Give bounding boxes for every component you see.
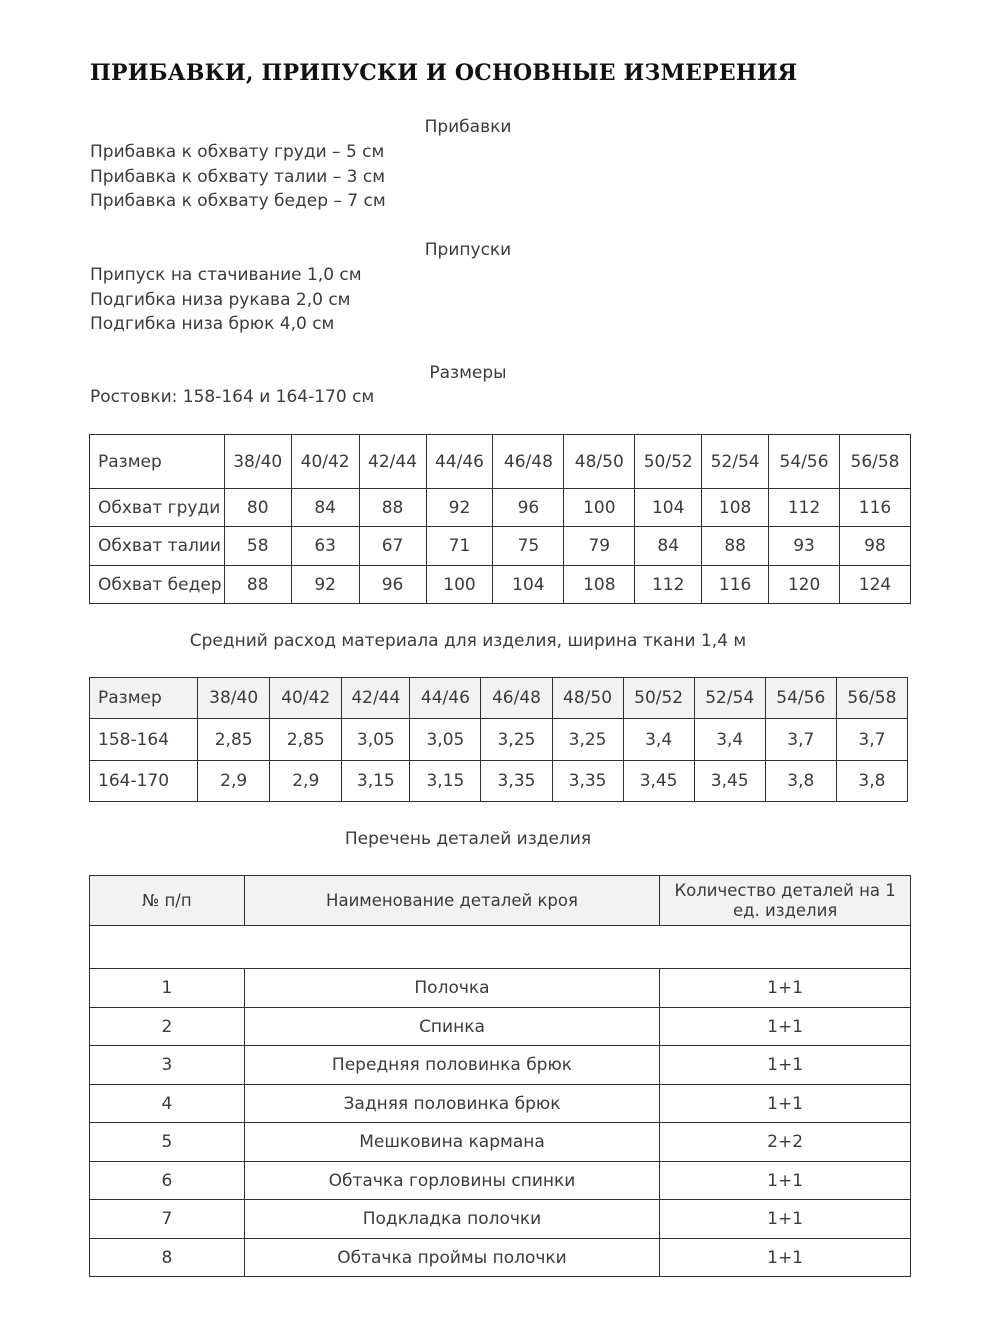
- table-cell: 96: [359, 566, 426, 604]
- row-label: Обхват талии: [90, 527, 225, 566]
- seam-item: Подгибка низа рукава 2,0 см: [90, 289, 351, 310]
- parts-heading: Перечень деталей изделия: [344, 829, 592, 849]
- header-cell: Размер: [90, 678, 198, 719]
- table-row: [90, 527, 911, 566]
- table-cell: 8: [90, 1239, 245, 1277]
- table-cell: 96: [493, 489, 564, 527]
- table-cell: 93: [769, 527, 840, 566]
- table-cell: 2,85: [270, 719, 342, 761]
- table-row: [90, 1008, 911, 1046]
- header-cell: 48/50: [564, 435, 635, 489]
- table-row: [90, 1123, 911, 1162]
- table-cell: 3,05: [410, 719, 481, 761]
- header-cell: 38/40: [224, 435, 291, 489]
- consumption-table: [89, 677, 908, 802]
- table-cell: 1+1: [660, 1046, 911, 1085]
- table-cell: Задняя половинка брюк: [244, 1085, 659, 1123]
- table-cell: Полочка: [244, 969, 659, 1008]
- table-cell: 1: [90, 969, 245, 1008]
- table-cell: Обтачка проймы полочки: [244, 1239, 659, 1277]
- table-cell: 112: [635, 566, 702, 604]
- table-cell: 1+1: [660, 1008, 911, 1046]
- table-cell: 116: [702, 566, 769, 604]
- heights-text: Ростовки: 158-164 и 164-170 см: [90, 387, 375, 407]
- page-title: ПРИБАВКИ, ПРИПУСКИ И ОСНОВНЫЕ ИЗМЕРЕНИЯ: [90, 60, 798, 86]
- header-cell: 48/50: [552, 678, 623, 719]
- seams-list: [90, 263, 362, 337]
- table-cell: 108: [564, 566, 635, 604]
- allowances-list: [90, 140, 386, 214]
- header-cell: 42/44: [342, 678, 410, 719]
- table-cell: 3,15: [342, 761, 410, 802]
- header-cell: 50/52: [623, 678, 694, 719]
- table-cell: 88: [702, 527, 769, 566]
- table-header-row: [90, 876, 911, 926]
- seams-heading: Припуски: [424, 240, 512, 260]
- table-row: [90, 1085, 911, 1123]
- table-header-row: [90, 435, 911, 489]
- table-cell: 5: [90, 1123, 245, 1162]
- table-cell: 2,9: [198, 761, 270, 802]
- table-cell: 67: [359, 527, 426, 566]
- table-cell: 2+2: [660, 1123, 911, 1162]
- header-cell: 40/42: [291, 435, 359, 489]
- header-cell: 46/48: [493, 435, 564, 489]
- table-cell: 120: [769, 566, 840, 604]
- table-row: [90, 566, 911, 604]
- table-cell: 3,35: [481, 761, 552, 802]
- table-cell: 79: [564, 527, 635, 566]
- seam-item: Подгибка низа брюк 4,0 см: [90, 314, 335, 334]
- table-cell: 3,8: [765, 761, 836, 802]
- table-header-row: [90, 678, 908, 719]
- table-cell: 3,4: [694, 719, 765, 761]
- header-cell: 38/40: [198, 678, 270, 719]
- header-cell: 56/58: [840, 435, 911, 489]
- table-cell: Мешковина кармана: [244, 1123, 659, 1162]
- table-cell: 1+1: [660, 1239, 911, 1277]
- table-cell: Спинка: [244, 1008, 659, 1046]
- table-cell: 71: [426, 527, 493, 566]
- header-cell: 50/52: [635, 435, 702, 489]
- table-cell: 3: [90, 1046, 245, 1085]
- table-cell: 100: [426, 566, 493, 604]
- table-cell: 1+1: [660, 1162, 911, 1200]
- table-cell: 58: [224, 527, 291, 566]
- table-cell: 88: [359, 489, 426, 527]
- table-cell: 3,4: [623, 719, 694, 761]
- table-cell: 3,7: [836, 719, 907, 761]
- table-cell: 3,45: [623, 761, 694, 802]
- header-cell: Размер: [90, 435, 225, 489]
- header-cell: 46/48: [481, 678, 552, 719]
- header-cell: Наименование деталей кроя: [244, 876, 659, 926]
- table-row: [90, 1200, 911, 1239]
- table-cell: 75: [493, 527, 564, 566]
- table-cell: 116: [840, 489, 911, 527]
- table-cell: 80: [224, 489, 291, 527]
- allowance-item: Прибавка к обхвату груди – 5 см: [90, 142, 385, 162]
- table-cell: 3,05: [342, 719, 410, 761]
- table-cell: 2,85: [198, 719, 270, 761]
- empty-cell: [90, 926, 911, 969]
- sizes-heading: Размеры: [429, 363, 507, 383]
- table-cell: 63: [291, 527, 359, 566]
- table-row: [90, 489, 911, 527]
- consumption-heading: Средний расход материала для изделия, ширина ткани 1,4 м: [189, 631, 747, 651]
- allowances-heading: Прибавки: [424, 117, 512, 137]
- table-cell: 3,15: [410, 761, 481, 802]
- table-cell: 4: [90, 1085, 245, 1123]
- table-cell: 92: [426, 489, 493, 527]
- table-cell: Обтачка горловины спинки: [244, 1162, 659, 1200]
- table-cell: 3,7: [765, 719, 836, 761]
- row-label: Обхват груди: [90, 489, 225, 527]
- table-cell: 3,35: [552, 761, 623, 802]
- row-label: 164-170: [90, 761, 198, 802]
- allowance-item: Прибавка к обхвату талии – 3 см: [90, 166, 386, 187]
- header-cell: 40/42: [270, 678, 342, 719]
- table-cell: 3,25: [552, 719, 623, 761]
- sizes-table: [89, 434, 911, 604]
- table-cell: 100: [564, 489, 635, 527]
- row-label: Обхват бедер: [90, 566, 225, 604]
- table-row: [90, 1162, 911, 1200]
- table-cell: 84: [635, 527, 702, 566]
- header-cell: 44/46: [426, 435, 493, 489]
- table-cell: 2,9: [270, 761, 342, 802]
- header-cell: 52/54: [702, 435, 769, 489]
- parts-table: [89, 875, 911, 1277]
- table-cell: 98: [840, 527, 911, 566]
- table-cell: 112: [769, 489, 840, 527]
- table-cell: 104: [635, 489, 702, 527]
- header-cell: 44/46: [410, 678, 481, 719]
- table-cell: 3,25: [481, 719, 552, 761]
- table-cell: 3,45: [694, 761, 765, 802]
- table-cell: 108: [702, 489, 769, 527]
- header-cell: 42/44: [359, 435, 426, 489]
- header-cell: № п/п: [90, 876, 245, 926]
- table-cell: 104: [493, 566, 564, 604]
- table-cell: 1+1: [660, 1200, 911, 1239]
- table-empty-row: [90, 926, 911, 969]
- table-cell: Передняя половинка брюк: [244, 1046, 659, 1085]
- table-row: [90, 1046, 911, 1085]
- table-cell: Подкладка полочки: [244, 1200, 659, 1239]
- table-cell: 7: [90, 1200, 245, 1239]
- table-cell: 88: [224, 566, 291, 604]
- table-cell: 92: [291, 566, 359, 604]
- table-row: [90, 1239, 911, 1277]
- header-cell: 52/54: [694, 678, 765, 719]
- table-cell: 1+1: [660, 969, 911, 1008]
- table-cell: 2: [90, 1008, 245, 1046]
- table-cell: 3,8: [836, 761, 907, 802]
- header-cell: Количество деталей на 1 ед. изделия: [660, 876, 911, 926]
- table-row: [90, 969, 911, 1008]
- table-cell: 124: [840, 566, 911, 604]
- row-label: 158-164: [90, 719, 198, 761]
- table-cell: 84: [291, 489, 359, 527]
- table-cell: 1+1: [660, 1085, 911, 1123]
- allowance-item: Прибавка к обхвату бедер – 7 см: [90, 191, 386, 211]
- header-cell: 54/56: [765, 678, 836, 719]
- header-cell: 56/58: [836, 678, 907, 719]
- seam-item: Припуск на стачивание 1,0 см: [90, 265, 362, 285]
- header-cell: 54/56: [769, 435, 840, 489]
- table-cell: 6: [90, 1162, 245, 1200]
- table-row: [90, 719, 908, 761]
- table-row: [90, 761, 908, 802]
